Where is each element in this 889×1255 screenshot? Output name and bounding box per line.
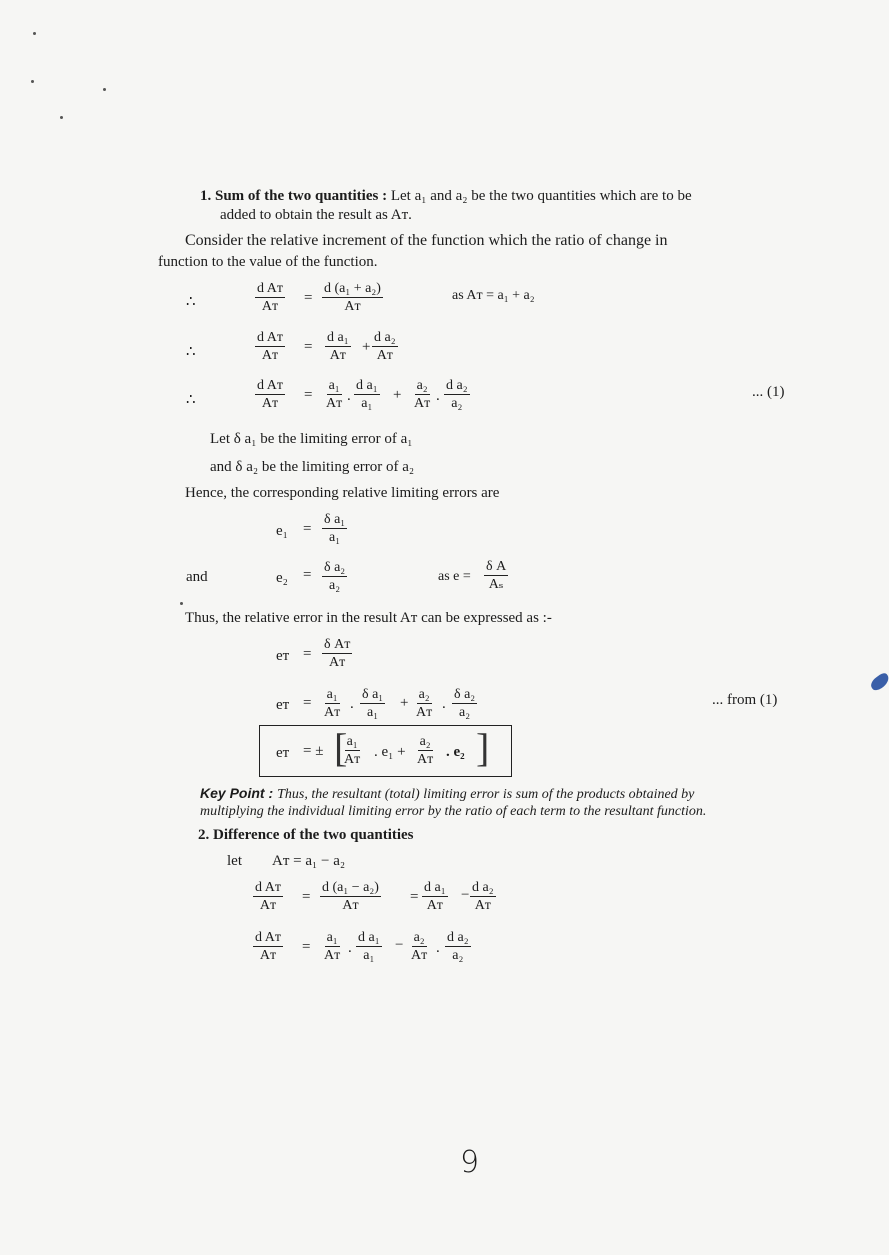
thus-line: Thus, the relative error in the result Aᴛ can be expressed as :- [185, 610, 552, 626]
eq4-term2: $\frac{\text{d a₂}}{\text{Aᴛ}}$ [472, 880, 494, 913]
eq3-f1: $\frac{\text{a₁}}{\text{Aᴛ}}$ [326, 378, 343, 411]
e2-equals: = [303, 567, 312, 583]
eT2-f4: $\frac{\text{δ a₂}}{\text{a₂}}$ [454, 687, 476, 720]
eq2-plus: + [362, 339, 371, 355]
eq3-f4: $\frac{\text{d a₂}}{\text{a₂}}$ [446, 378, 468, 411]
speck [33, 32, 36, 35]
section-2-heading: 2. Difference of the two quantities [198, 827, 414, 843]
eT2-lhs: eᴛ [276, 697, 290, 713]
eq4-lhs: $\frac{\text{d Aᴛ}}{\text{Aᴛ}}$ [255, 880, 281, 913]
eq1-rhs: $\frac{\text{d (a₁ + a₂)}}{\text{Aᴛ}}$ [324, 281, 381, 314]
eq5-minus: − [395, 937, 404, 953]
speck [103, 88, 106, 91]
eT2-f2: $\frac{\text{δ a₁}}{\text{a₁}}$ [362, 687, 384, 720]
eT3-lhs: eᴛ [276, 745, 290, 761]
e2-fraction: $\frac{\text{δ a₂}}{\text{a₂}}$ [324, 560, 346, 593]
eq2-term1: $\frac{\text{d a₁}}{\text{Aᴛ}}$ [327, 330, 349, 363]
consider-line-2: function to the value of the function. [158, 254, 378, 270]
eq5-f1: $\frac{\text{a₁}}{\text{Aᴛ}}$ [324, 930, 341, 963]
hence-line: Hence, the corresponding relative limiting errors are [185, 485, 500, 501]
eq5-equals: = [302, 939, 311, 955]
therefore-symbol: ∴ [186, 294, 196, 310]
key-point-line-2: multiplying the individual limiting error by the ratio of each term to the resultant function. [200, 804, 707, 819]
eT2-f3: $\frac{\text{a₂}}{\text{Aᴛ}}$ [416, 687, 433, 720]
eq3-f3: $\frac{\text{a₂}}{\text{Aᴛ}}$ [414, 378, 431, 411]
speck [31, 80, 34, 83]
eq4-term1: $\frac{\text{d a₁}}{\text{Aᴛ}}$ [424, 880, 446, 913]
eT3-f2: $\frac{\text{a₂}}{\text{Aᴛ}}$ [417, 734, 434, 767]
and-limiting-a2: and δ a₂ be the limiting error of a₂ [210, 459, 415, 475]
therefore-symbol: ∴ [186, 392, 196, 408]
eq5-f3: $\frac{\text{a₂}}{\text{Aᴛ}}$ [411, 930, 428, 963]
eT2-dot: . [442, 696, 446, 712]
eq4-rhs: $\frac{\text{d (a₁ − a₂)}}{\text{Aᴛ}}$ [322, 880, 379, 913]
eT2-plus: + [400, 695, 409, 711]
eq1-lhs: $\frac{\text{d Aᴛ}}{\text{Aᴛ}}$ [257, 281, 283, 314]
eq4-minus: − [461, 887, 470, 903]
e2-lhs: e₂ [276, 570, 288, 586]
eT2-equals: = [303, 695, 312, 711]
and-label: and [186, 569, 208, 585]
eT1-lhs: eᴛ [276, 648, 290, 664]
eq5-dot: . [348, 940, 352, 956]
eq2-equals: = [304, 339, 313, 355]
e1-equals: = [303, 521, 312, 537]
section-1-heading: 1. Sum of the two quantities : Let a₁ and a₂ be the two quantities which are to be [200, 188, 692, 204]
eT3-equals: = ± [303, 743, 324, 759]
eq4-equals: = [302, 889, 311, 905]
eq3-lhs: $\frac{\text{d Aᴛ}}{\text{Aᴛ}}$ [257, 378, 283, 411]
let-label: let [227, 853, 242, 869]
e2-note-fraction: $\frac{\text{δ A}}{\text{Aₛ}}$ [486, 559, 507, 592]
left-bracket: [ [334, 725, 348, 770]
eT2-f1: $\frac{\text{a₁}}{\text{Aᴛ}}$ [324, 687, 341, 720]
speck [60, 116, 63, 119]
consider-line-1: Consider the relative increment of the function which the ratio of change in [185, 232, 668, 249]
let-equation: Aᴛ = a₁ − a₂ [272, 853, 346, 869]
e1-lhs: e₁ [276, 523, 288, 539]
eq2-term2: $\frac{\text{d a₂}}{\text{Aᴛ}}$ [374, 330, 396, 363]
eT3-f1: $\frac{\text{a₁}}{\text{Aᴛ}}$ [344, 734, 361, 767]
eq3-dot: . [347, 388, 351, 404]
eT1-equals: = [303, 646, 312, 662]
eq5-lhs: $\frac{\text{d Aᴛ}}{\text{Aᴛ}}$ [255, 930, 281, 963]
section-1-line-2: added to obtain the result as Aᴛ. [220, 207, 412, 223]
eT2-reference: ... from (1) [712, 692, 778, 708]
eq3-reference: ... (1) [752, 384, 785, 400]
page-number: 9 [460, 1145, 480, 1180]
eq5-f2: $\frac{\text{d a₁}}{\text{a₁}}$ [358, 930, 380, 963]
eT3-e1-term: . e₁ + [374, 744, 406, 760]
therefore-symbol: ∴ [186, 344, 196, 360]
e2-note-prefix: as e = [438, 569, 471, 584]
eT3-e2-term: . e₂ [446, 744, 465, 760]
eq3-equals: = [304, 387, 313, 403]
eq1-note: as Aᴛ = a₁ + a₂ [452, 288, 535, 303]
eT1-fraction: $\frac{\text{δ Aᴛ}}{\text{Aᴛ}}$ [324, 637, 351, 670]
ink-smudge [868, 671, 889, 692]
eq2-lhs: $\frac{\text{d Aᴛ}}{\text{Aᴛ}}$ [257, 330, 283, 363]
eq3-f2: $\frac{\text{d a₁}}{\text{a₁}}$ [356, 378, 378, 411]
let-limiting-a1: Let δ a₁ be the limiting error of a₁ [210, 431, 413, 447]
eq4-equals-2: = [410, 889, 419, 905]
right-bracket: ] [476, 725, 490, 770]
speck [180, 602, 183, 605]
eq5-f4: $\frac{\text{d a₂}}{\text{a₂}}$ [447, 930, 469, 963]
eq5-dot: . [436, 940, 440, 956]
eq3-dot: . [436, 388, 440, 404]
eq1-equals: = [304, 290, 313, 306]
key-point-line-1: Key Point : Thus, the resultant (total) limiting error is sum of the products obtained by [200, 785, 695, 802]
eq3-plus: + [393, 387, 402, 403]
e1-fraction: $\frac{\text{δ a₁}}{\text{a₁}}$ [324, 512, 346, 545]
eT2-dot: . [350, 696, 354, 712]
